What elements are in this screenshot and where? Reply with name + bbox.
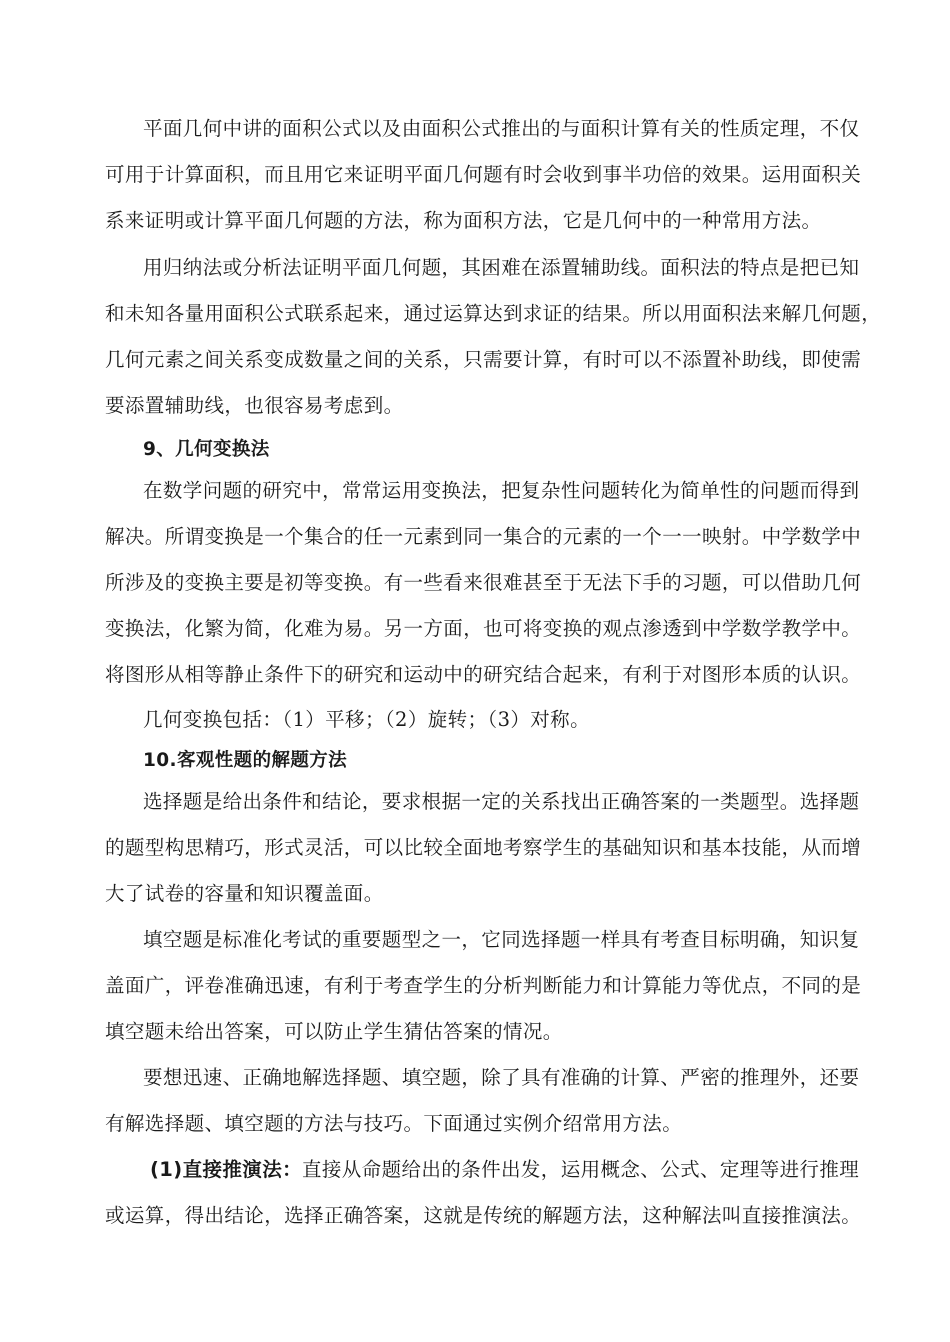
paragraph-line: 几何变换包括：（1）平移；（2）旋转；（3）对称。 <box>143 708 590 731</box>
method-description: 直接从命题给出的条件出发，运用概念、公式、定理等进行推理 <box>302 1158 860 1181</box>
paragraph-line: 大了试卷的容量和知识覆盖面。 <box>105 882 384 905</box>
paragraph-line: 和未知各量用面积公式联系起来，通过运算达到求证的结果。所以用面积法来解几何题， <box>105 302 882 325</box>
paragraph-line: 要想迅速、正确地解选择题、填空题，除了具有准确的计算、严密的推理外，还要 <box>143 1066 860 1089</box>
method-label: (1)直接推演法： <box>150 1158 302 1181</box>
paragraph-line: 在数学问题的研究中，常常运用变换法，把复杂性问题转化为简单性的问题而得到 <box>143 479 860 502</box>
paragraph-line: 盖面广，评卷准确迅速，有利于考查学生的分析判断能力和计算能力等优点，不同的是 <box>105 974 862 997</box>
section-heading-9: 9、几何变换法 <box>143 439 270 460</box>
paragraph-line: 用归纳法或分析法证明平面几何题，其困难在添置辅助线。面积法的特点是把已知 <box>143 256 860 279</box>
paragraph-line: 几何元素之间关系变成数量之间的关系，只需要计算，有时可以不添置补助线，即使需 <box>105 348 862 371</box>
paragraph-line: 解决。所谓变换是一个集合的任一元素到同一集合的元素的一个一一映射。中学数学中 <box>105 525 862 548</box>
paragraph-line: 有解选择题、填空题的方法与技巧。下面通过实例介绍常用方法。 <box>105 1112 683 1135</box>
paragraph-line: 变换法，化繁为简，化难为易。另一方面，也可将变换的观点渗透到中学数学教学中。 <box>105 617 862 640</box>
paragraph-line: 系来证明或计算平面几何题的方法，称为面积方法，它是几何中的一种常用方法。 <box>105 209 822 232</box>
paragraph-line: 选择题是给出条件和结论，要求根据一定的关系找出正确答案的一类题型。选择题 <box>143 790 860 813</box>
paragraph-line <box>150 1157 860 1183</box>
paragraph-line: 填空题未给出答案，可以防止学生猜估答案的情况。 <box>105 1020 563 1043</box>
paragraph-line: 填空题是标准化考试的重要题型之一，它同选择题一样具有考查目标明确，知识复 <box>143 928 860 951</box>
paragraph-line: 平面几何中讲的面积公式以及由面积公式推出的与面积计算有关的性质定理，不仅 <box>143 117 860 140</box>
paragraph-line: 要添置辅助线，也很容易考虑到。 <box>105 394 404 417</box>
paragraph-line: 的题型构思精巧，形式灵活，可以比较全面地考察学生的基础知识和基本技能，从而增 <box>105 836 862 859</box>
section-heading-10: 10.客观性题的解题方法 <box>143 750 348 771</box>
paragraph-line: 可用于计算面积，而且用它来证明平面几何题有时会收到事半功倍的效果。运用面积关 <box>105 163 862 186</box>
paragraph-line: 将图形从相等静止条件下的研究和运动中的研究结合起来，有利于对图形本质的认识。 <box>105 663 862 686</box>
paragraph-line: 或运算，得出结论，选择正确答案，这就是传统的解题方法，这种解法叫直接推演法。 <box>105 1204 862 1227</box>
paragraph-line: 所涉及的变换主要是初等变换。有一些看来很难甚至于无法下手的习题，可以借助几何 <box>105 571 862 594</box>
